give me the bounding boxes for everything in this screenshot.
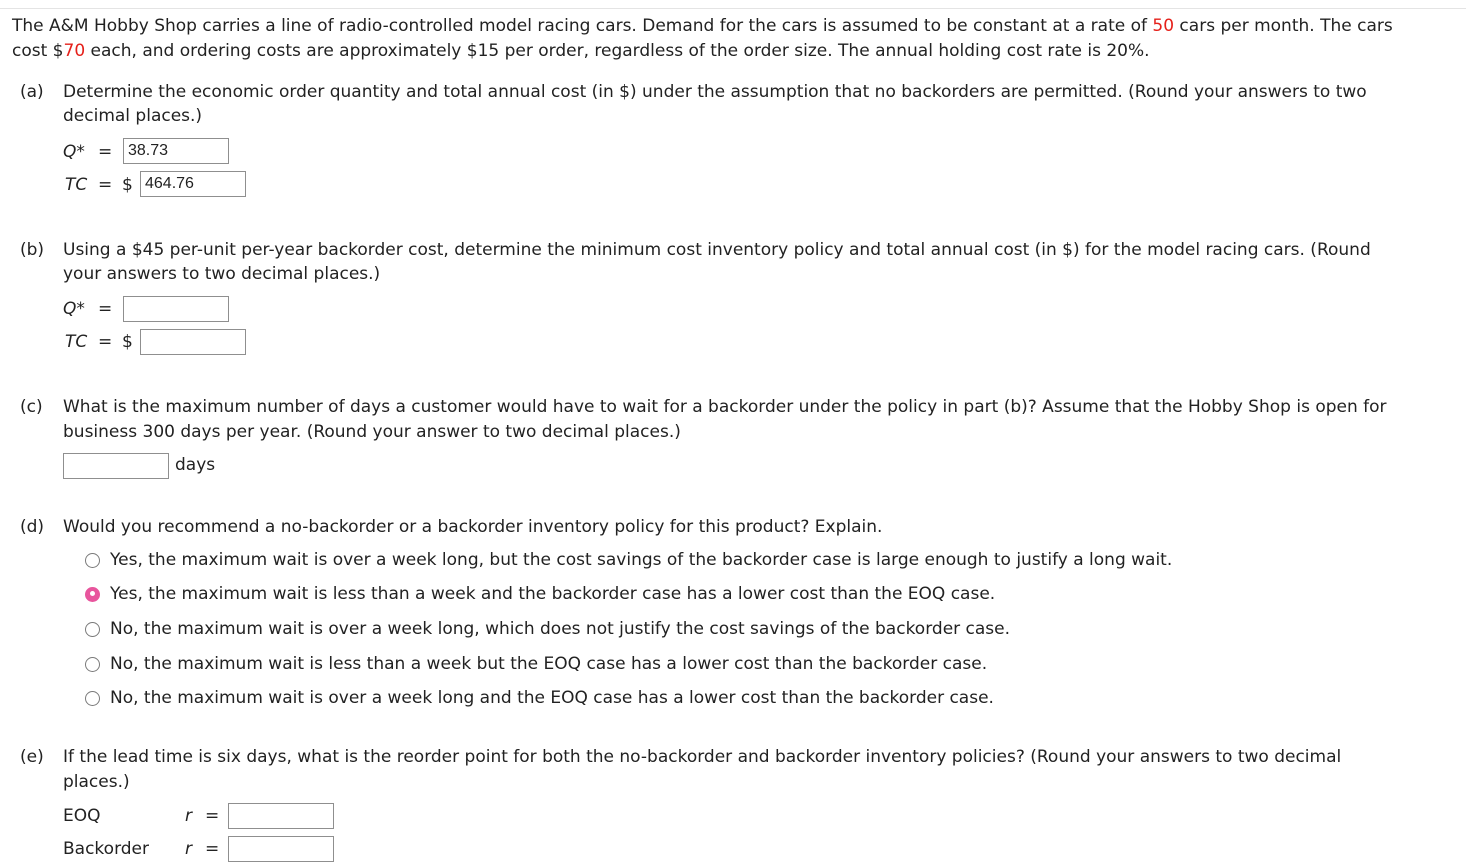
part-b-tc-label: TC	[65, 332, 88, 352]
radio-button[interactable]	[85, 691, 100, 706]
backorder-reorder-input[interactable]	[228, 836, 334, 862]
part-d-question: Would you recommend a no-backorder or a backorder inventory policy for this product? Explain.	[63, 517, 883, 537]
radio-option-label: Yes, the maximum wait is over a week long, but the cost savings of the backorder case is large enough to justify a long wait.	[110, 550, 1173, 570]
eoq-row-label: EOQ	[63, 806, 101, 826]
intro-text: The A&M Hobby Shop carries a line of radio-controlled model racing cars. Demand for the cars is assumed to be constant at a rate of	[12, 16, 1153, 36]
radio-option[interactable]	[85, 687, 994, 709]
part-e-question-line-1: If the lead time is six days, what is the reorder point for both the no-backorder and backorder inventory policies? (Round your answers to two decimal	[63, 747, 1342, 767]
radio-option-label: No, the maximum wait is less than a week but the EOQ case has a lower cost than the backorder case.	[110, 654, 988, 674]
equals-sign: =	[98, 175, 113, 195]
part-e-tag: (e)	[20, 747, 44, 767]
part-a-q-input[interactable]: 38.73	[123, 138, 229, 164]
radio-button[interactable]	[85, 622, 100, 637]
part-a-question-line-1: Determine the economic order quantity and total annual cost (in $) under the assumption that no backorders are permitted. (Round your answers to two	[63, 82, 1367, 102]
backorder-r-label: r	[185, 839, 192, 859]
backorder-row-label: Backorder	[63, 839, 149, 859]
intro-line-1	[12, 16, 1393, 36]
dollar-sign: $	[122, 332, 133, 352]
radio-option-label: No, the maximum wait is over a week long, which does not justify the cost savings of the backorder case.	[110, 619, 1011, 639]
dollar-sign: $	[122, 175, 133, 195]
top-divider	[0, 8, 1466, 9]
eoq-reorder-input[interactable]	[228, 803, 334, 829]
intro-text: each, and ordering costs are approximately $15 per order, regardless of the order size. The annual holding cost rate is 20%.	[85, 41, 1150, 61]
radio-button[interactable]	[85, 657, 100, 672]
part-b-question-line-1: Using a $45 per-unit per-year backorder cost, determine the minimum cost inventory policy and total annual cost (in $) for the model racing cars. (Round	[63, 240, 1371, 260]
part-b-question-line-2: your answers to two decimal places.)	[63, 264, 381, 284]
part-b-tag: (b)	[20, 240, 45, 260]
part-a-tc-input[interactable]: 464.76	[140, 171, 246, 197]
equals-sign: =	[98, 332, 113, 352]
radio-option[interactable]	[85, 653, 987, 675]
part-a-question-line-2: decimal places.)	[63, 106, 203, 126]
eoq-r-label: r	[185, 806, 192, 826]
part-d-tag: (d)	[20, 517, 45, 537]
radio-option[interactable]	[85, 618, 1010, 640]
intro-text: cost $	[12, 41, 64, 61]
part-a-tag: (a)	[20, 82, 44, 102]
radio-option[interactable]	[85, 549, 1172, 571]
intro-line-2	[12, 41, 1150, 61]
days-unit-label: days	[175, 455, 216, 475]
part-b-q-input[interactable]	[123, 296, 229, 322]
part-c-tag: (c)	[20, 397, 43, 417]
radio-option-selected[interactable]	[85, 583, 995, 605]
part-c-question-line-1: What is the maximum number of days a customer would have to wait for a backorder under the policy in part (b)? Assume that the Hobby Shop is open for	[63, 397, 1387, 417]
equals-sign: =	[205, 806, 220, 826]
equals-sign: =	[98, 142, 113, 162]
radio-button[interactable]	[85, 553, 100, 568]
part-b-tc-input[interactable]	[140, 329, 246, 355]
radio-button-selected[interactable]	[85, 587, 100, 602]
part-e-question-line-2: places.)	[63, 772, 130, 792]
equals-sign: =	[98, 299, 113, 319]
part-c-days-input[interactable]	[63, 453, 169, 479]
part-c-question-line-2: business 300 days per year. (Round your answer to two decimal places.)	[63, 422, 681, 442]
equals-sign: =	[205, 839, 220, 859]
demand-value: 50	[1152, 16, 1175, 36]
part-a-q-label: Q*	[63, 142, 85, 162]
radio-option-label: No, the maximum wait is over a week long and the EOQ case has a lower cost than the backorder case.	[110, 688, 994, 708]
part-a-tc-label: TC	[65, 175, 88, 195]
cost-value: 70	[63, 41, 86, 61]
part-b-q-label: Q*	[63, 299, 85, 319]
radio-option-label: Yes, the maximum wait is less than a week and the backorder case has a lower cost than the EOQ case.	[110, 584, 996, 604]
intro-text: cars per month. The cars	[1174, 16, 1393, 36]
